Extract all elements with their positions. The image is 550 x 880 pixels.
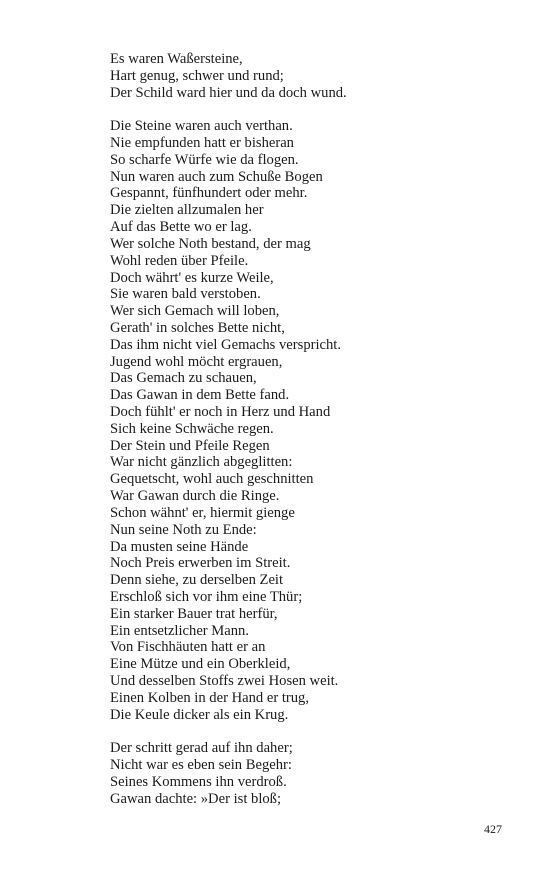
verse-line: Wer sich Gemach will loben, xyxy=(110,303,280,320)
verse-line: Gequetscht, wohl auch geschnitten xyxy=(110,471,314,488)
stanza xyxy=(110,51,510,101)
verse-line: Und desselben Stoffs zwei Hosen weit. xyxy=(110,673,339,690)
verse-line: Sie waren bald verstoben. xyxy=(110,286,261,303)
verse-line: Einen Kolben in der Hand er trug, xyxy=(110,689,309,706)
verse-line: War nicht gänzlich abgeglitten: xyxy=(110,454,293,471)
verse-line: Nie empfunden hatt er bisheran xyxy=(110,135,294,152)
verse-line: Die Steine waren auch verthan. xyxy=(110,118,293,135)
verse-line: Gespannt, fünfhundert oder mehr. xyxy=(110,185,308,202)
verse-text xyxy=(110,51,510,824)
verse-line: Gawan dachte: »Der ist bloß; xyxy=(110,790,282,807)
verse-line: Denn siehe, zu derselben Zeit xyxy=(110,572,284,589)
verse-line: Da musten seine Hände xyxy=(110,538,249,555)
verse-line: Auf das Bette wo er lag. xyxy=(110,219,252,236)
verse-line: Noch Preis erwerben im Streit. xyxy=(110,555,291,572)
verse-line: Jugend wohl möcht ergrauen, xyxy=(110,353,283,370)
page-number: 427 xyxy=(484,822,502,836)
verse-line: Nicht war es eben sein Begehr: xyxy=(110,757,292,774)
verse-line: Der Stein und Pfeile Regen xyxy=(110,437,270,454)
verse-line: Das Gawan in dem Bette fand. xyxy=(110,387,290,404)
verse-line: Der Schild ward hier und da doch wund. xyxy=(110,84,347,101)
stanza xyxy=(110,740,510,807)
verse-line: Eine Mütze und ein Oberkleid, xyxy=(110,656,291,673)
verse-line: Doch fühlt' er noch in Herz und Hand xyxy=(110,404,331,421)
verse-line: Seines Kommens ihn verdroß. xyxy=(110,773,287,790)
verse-line: War Gawan durch die Ringe. xyxy=(110,488,280,505)
verse-line: Das ihm nicht viel Gemachs verspricht. xyxy=(110,336,342,353)
verse-line: Es waren Waßersteine, xyxy=(110,51,243,67)
verse-line: Nun seine Noth zu Ende: xyxy=(110,521,257,538)
verse-line: Hart genug, schwer und rund; xyxy=(110,67,284,84)
verse-line: Schon wähnt' er, hiermit gienge xyxy=(110,504,295,521)
stanza xyxy=(110,118,510,723)
verse-line: Ein starker Bauer trat herfür, xyxy=(110,605,278,622)
verse-line: Ein entsetzlicher Mann. xyxy=(110,622,249,639)
verse-line: Wohl reden über Pfeile. xyxy=(110,252,249,269)
verse-line: Der schritt gerad auf ihn daher; xyxy=(110,740,293,757)
verse-line: Sich keine Schwäche regen. xyxy=(110,420,274,437)
verse-line: Die zielten allzumalen her xyxy=(110,202,264,219)
verse-line: Wer solche Noth bestand, der mag xyxy=(110,235,311,252)
verse-line: Doch währt' es kurze Weile, xyxy=(110,269,274,286)
verse-line: Das Gemach zu schauen, xyxy=(110,370,257,387)
verse-line: Erschloß sich vor ihm eine Thür; xyxy=(110,588,303,605)
verse-line: So scharfe Würfe wie da flogen. xyxy=(110,151,299,168)
verse-line: Die Keule dicker als ein Krug. xyxy=(110,706,289,723)
verse-line: Gerath' in solches Bette nicht, xyxy=(110,319,285,336)
verse-line: Nun waren auch zum Schuße Bogen xyxy=(110,168,323,185)
verse-line: Von Fischhäuten hatt er an xyxy=(110,639,266,656)
